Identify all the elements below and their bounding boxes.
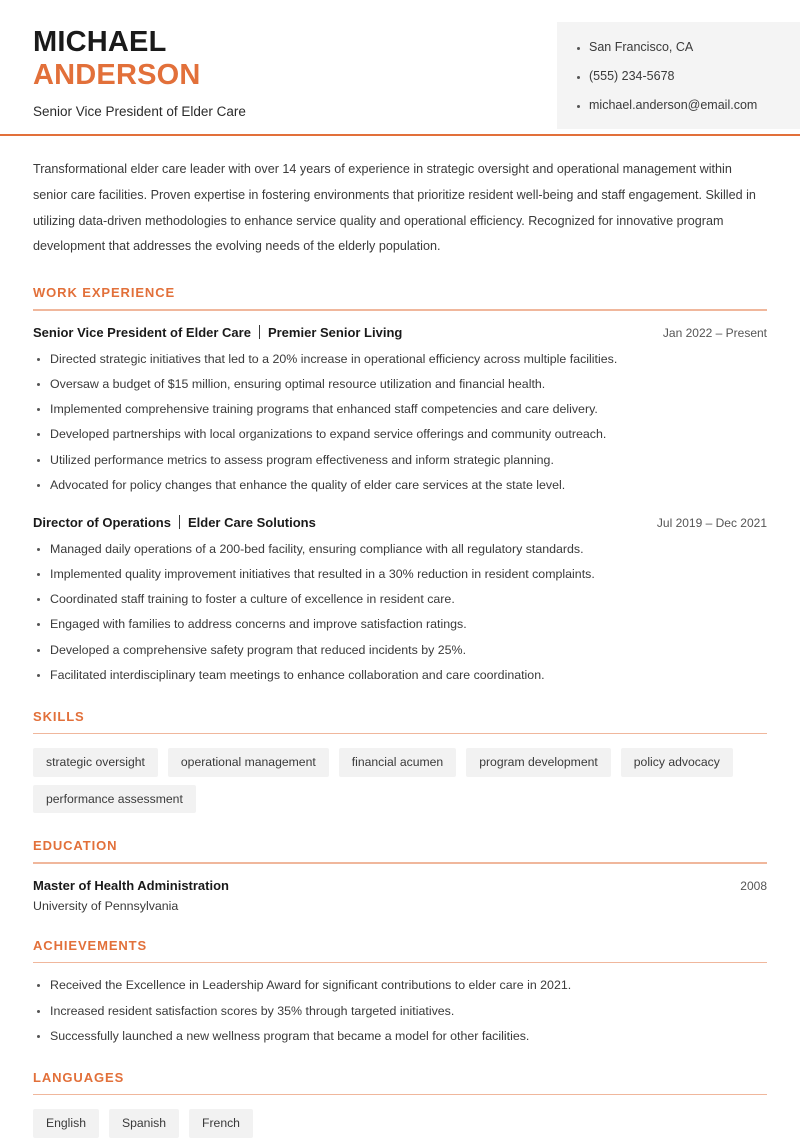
education-year: 2008 bbox=[740, 878, 767, 893]
contact-location bbox=[577, 40, 776, 55]
section-languages bbox=[33, 1070, 767, 1138]
professional-summary: Transformational elder care leader with over 14 years of experience in strategic oversight and operational management within senior care facilities. Proven expertise in fostering environments that prioritize resident well-being and staff engagement. Skilled in utilizing data-driven methodologies to enhance service quality and operational efficiency. Recognized for innovative program development that addresses the evolving needs of the elderly population. bbox=[33, 162, 756, 254]
experience-role: Senior Vice President of Elder Care bbox=[33, 324, 251, 340]
skill-tag: performance assessment bbox=[33, 785, 196, 814]
list-item: Engaged with families to address concerns and improve satisfaction ratings. bbox=[33, 616, 767, 633]
list-item: Utilized performance metrics to assess program effectiveness and inform strategic planning. bbox=[33, 452, 767, 469]
list-item: Received the Excellence in Leadership Award for significant contributions to elder care in 2021. bbox=[33, 977, 767, 994]
education-school: University of Pennsylvania bbox=[33, 898, 179, 913]
language-tag: Spanish bbox=[109, 1109, 179, 1138]
list-item: Advocated for policy changes that enhance the quality of elder care services at the state level. bbox=[33, 477, 767, 494]
first-name: MICHAEL bbox=[33, 26, 167, 58]
skill-tag: strategic oversight bbox=[33, 748, 158, 777]
list-item: Managed daily operations of a 200-bed facility, ensuring compliance with all regulatory standards. bbox=[33, 541, 767, 558]
language-tag: English bbox=[33, 1109, 99, 1138]
experience-bullet-list bbox=[33, 541, 767, 684]
education-degree: Master of Health Administration bbox=[33, 877, 229, 893]
experience-dates: Jul 2019 – Dec 2021 bbox=[656, 515, 767, 530]
section-title-skills: SKILLS bbox=[33, 708, 85, 724]
list-item: Developed a comprehensive safety program that reduced incidents by 25%. bbox=[33, 642, 767, 659]
section-rule bbox=[33, 962, 767, 964]
skill-tag: policy advocacy bbox=[621, 748, 733, 777]
list-item: Oversaw a budget of $15 million, ensuring optimal resource utilization and financial health. bbox=[33, 376, 767, 393]
section-title-education: EDUCATION bbox=[33, 838, 118, 854]
list-item: Coordinated staff training to foster a culture of excellence in resident care. bbox=[33, 591, 767, 608]
section-work-experience bbox=[33, 285, 767, 683]
bullet-dot-icon bbox=[577, 105, 580, 108]
last-name: ANDERSON bbox=[33, 59, 201, 92]
contact-phone[interactable] bbox=[577, 69, 776, 84]
contact-email-value: michael.anderson@email.com bbox=[589, 98, 758, 112]
section-title-languages: LANGUAGES bbox=[33, 1069, 125, 1085]
contact-location-value: San Francisco, CA bbox=[589, 40, 694, 54]
experience-company: Elder Care Solutions bbox=[187, 514, 316, 530]
section-title-achievements: ACHIEVEMENTS bbox=[33, 937, 148, 953]
list-item: Directed strategic initiatives that led to a 20% increase in operational efficiency across multiple facilities. bbox=[33, 351, 767, 368]
list-item: Increased resident satisfaction scores by 35% through targeted initiatives. bbox=[33, 1003, 767, 1020]
header-divider bbox=[0, 134, 800, 136]
section-education bbox=[33, 838, 767, 913]
list-item: Facilitated interdisciplinary team meetings to enhance collaboration and care coordination. bbox=[33, 667, 767, 684]
section-achievements bbox=[33, 938, 767, 1045]
experience-company: Premier Senior Living bbox=[267, 324, 403, 340]
section-skills bbox=[33, 709, 767, 814]
section-rule bbox=[33, 309, 767, 311]
headline-job-title: Senior Vice President of Elder Care bbox=[33, 103, 246, 119]
pipe-separator-icon bbox=[179, 515, 180, 529]
pipe-separator-icon bbox=[259, 325, 260, 339]
section-rule bbox=[33, 1094, 767, 1096]
experience-entry bbox=[33, 515, 767, 684]
contact-panel bbox=[557, 22, 800, 129]
bullet-dot-icon bbox=[577, 47, 580, 50]
contact-email[interactable] bbox=[577, 98, 776, 113]
experience-heading bbox=[33, 325, 402, 340]
section-rule bbox=[33, 733, 767, 735]
education-entry bbox=[33, 878, 767, 913]
language-tag: French bbox=[189, 1109, 253, 1138]
identity-block bbox=[33, 22, 246, 119]
skills-tag-list bbox=[33, 748, 767, 813]
experience-role: Director of Operations bbox=[33, 514, 171, 530]
section-title-work-experience: WORK EXPERIENCE bbox=[33, 285, 176, 301]
experience-heading bbox=[33, 515, 316, 530]
list-item: Implemented quality improvement initiatives that resulted in a 30% reduction in resident complaints. bbox=[33, 566, 767, 583]
skill-tag: program development bbox=[466, 748, 611, 777]
list-item: Developed partnerships with local organizations to expand service offerings and community outreach. bbox=[33, 426, 767, 443]
contact-phone-value: (555) 234-5678 bbox=[589, 69, 675, 83]
skill-tag: financial acumen bbox=[339, 748, 456, 777]
achievements-bullet-list bbox=[33, 977, 767, 1044]
bullet-dot-icon bbox=[577, 76, 580, 79]
list-item: Successfully launched a new wellness program that became a model for other facilities. bbox=[33, 1028, 767, 1045]
skill-tag: operational management bbox=[168, 748, 329, 777]
section-rule bbox=[33, 862, 767, 864]
resume-header bbox=[0, 0, 800, 136]
experience-bullet-list bbox=[33, 351, 767, 494]
experience-entry bbox=[33, 325, 767, 494]
experience-dates: Jan 2022 – Present bbox=[662, 325, 767, 340]
languages-tag-list bbox=[33, 1109, 767, 1138]
list-item: Implemented comprehensive training programs that enhanced staff competencies and care delivery. bbox=[33, 401, 767, 418]
